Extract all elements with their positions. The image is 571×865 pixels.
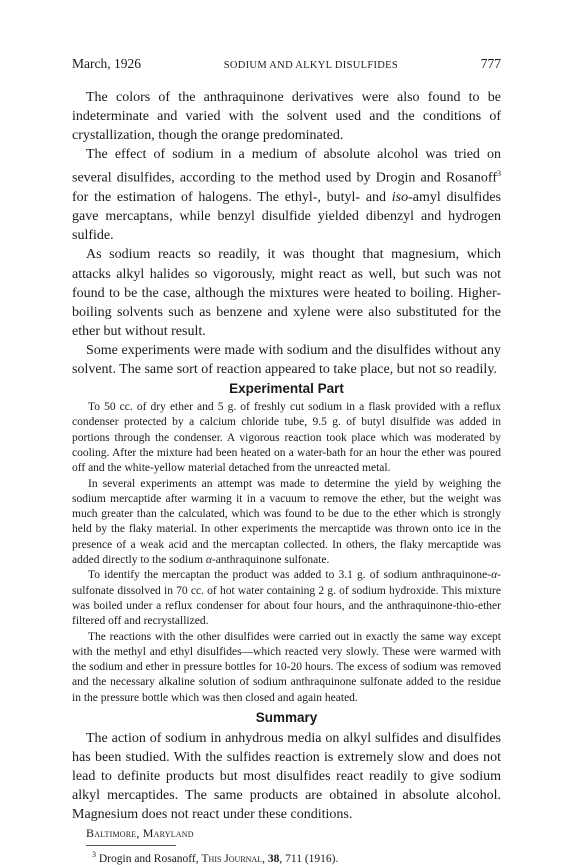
intro-paragraph-1: The colors of the anthraquinone derivatives were also found to be indeterminate and varied with the solvent used and the conditions of crystallization, though the orange predominated. bbox=[72, 90, 501, 144]
exp-p2-text-b: -anthraquinone sulfonate. bbox=[211, 554, 330, 567]
intro-p2-text-a: The effect of sodium in a medium of absolute alcohol was tried on several disulfides, according to the method used by Drogin and Rosanoff bbox=[72, 147, 501, 187]
footnote-authors: Drogin and Rosanoff, bbox=[96, 853, 202, 865]
running-head bbox=[72, 56, 501, 72]
exp-p2-text-a: In several experiments an attempt was made to determine the yield by weighing the sodium mercaptide after warming it in a vacuum to remove the ether, but the weight was much greater than the calculated, which was found to be due to the ether which is strongly held by the flaky material. In other experiments the mercaptide was thrown onto ice in the presence of a weak acid and the mercaptan collected. In others, the flaky mercaptide was added directly to the sodium bbox=[72, 477, 501, 567]
footnote-sep: , bbox=[262, 853, 268, 865]
summary-section bbox=[72, 729, 501, 824]
intro-section bbox=[72, 88, 501, 379]
intro-paragraph-4: Some experiments were made with sodium and the disulfides without any solvent. The same sort of reaction appeared to take place, but not so readily. bbox=[72, 342, 501, 377]
exp-p3-text-a: To identify the mercaptan the product was added to 3.1 g. of sodium anthraquinone- bbox=[88, 569, 492, 582]
footnote bbox=[72, 850, 501, 865]
experimental-paragraph-1: To 50 cc. of dry ether and 5 g. of freshly cut sodium in a flask provided with a reflux condenser protected by a calcium chloride tube, 9.5 g. of butyl disulfide was added in portions through the condenser. A vigorous reaction took place which was moderated by cooling. After the mixture had been heated on a water-bath for an hour the ether was poured off and the white-yellow material detached from the unreacted metal. bbox=[72, 401, 501, 475]
footnote-pages: , 711 (1916). bbox=[279, 853, 339, 865]
journal-page bbox=[72, 56, 501, 865]
summary-paragraph: The action of sodium in anhydrous media on alkyl sulfides and disulfides has been studied. With the sulfides reaction is extremely slow and does not lead to definite products but most disulfides react readily to give sodium alkyl mercaptides. The same products are obtained in absolute alcohol. Magnesium does not react under these conditions. bbox=[72, 731, 501, 823]
intro-p2-text-c: -amyl disulfides gave mercaptans, while benzyl disulfide yielded dibenzyl and hydrogen sulfide. bbox=[72, 190, 501, 244]
intro-paragraph-2 bbox=[72, 145, 501, 245]
footnote-ref: 3 bbox=[497, 169, 501, 179]
alpha-symbol: α bbox=[491, 569, 498, 582]
author-location: Baltimore, Maryland bbox=[86, 826, 194, 841]
experimental-paragraph-3 bbox=[72, 568, 501, 629]
issue-date: March, 1926 bbox=[72, 56, 141, 71]
summary-heading: Summary bbox=[255, 710, 318, 725]
intro-p2-text-b: for the estimation of halogens. The ethyl-, butyl- and bbox=[72, 190, 392, 206]
experimental-paragraph-4: The reactions with the other disulfides were carried out in exactly the same way except with the methyl and ethyl disulfides—which reacted very slowly. These were warmed with the sodium and ether in pressure bottles for 10-20 hours. The excess of sodium was removed and the necessary alkaline solution of sodium anthraquinone sulfonate added to the residue in the pressure bottle which was then closed and again heated. bbox=[72, 630, 501, 704]
footnote-mark: 3 bbox=[92, 850, 96, 860]
experimental-section bbox=[72, 400, 501, 706]
iso-prefix: iso bbox=[391, 190, 409, 206]
running-title: SODIUM AND ALKYL DISULFIDES bbox=[223, 60, 398, 71]
intro-paragraph-3: As sodium reacts so readily, it was thought that magnesium, which attacks alkyl halides so vigorously, might react as well, but such was not found to be the case, although the mixtures were heated to boiling. Higher-boiling solvents such as benzene and xylene were also substituted for the ether but without result. bbox=[72, 247, 501, 339]
footnote-journal: This Journal bbox=[201, 853, 263, 865]
experimental-paragraph-2 bbox=[72, 477, 501, 569]
alpha-symbol: α bbox=[205, 554, 212, 567]
footnote-divider bbox=[86, 845, 176, 846]
page-number: 777 bbox=[480, 56, 501, 71]
footnote-volume: 38 bbox=[267, 853, 280, 865]
exp-p3-text-b: -sulfonate dissolved in 70 cc. of hot water containing 2 g. of sodium hydroxide. This mixture was boiled under a reflux condenser for about four hours, and the anthraquinone-thio-ether filtered off and recrystallized. bbox=[72, 569, 501, 628]
experimental-heading: Experimental Part bbox=[229, 381, 344, 397]
